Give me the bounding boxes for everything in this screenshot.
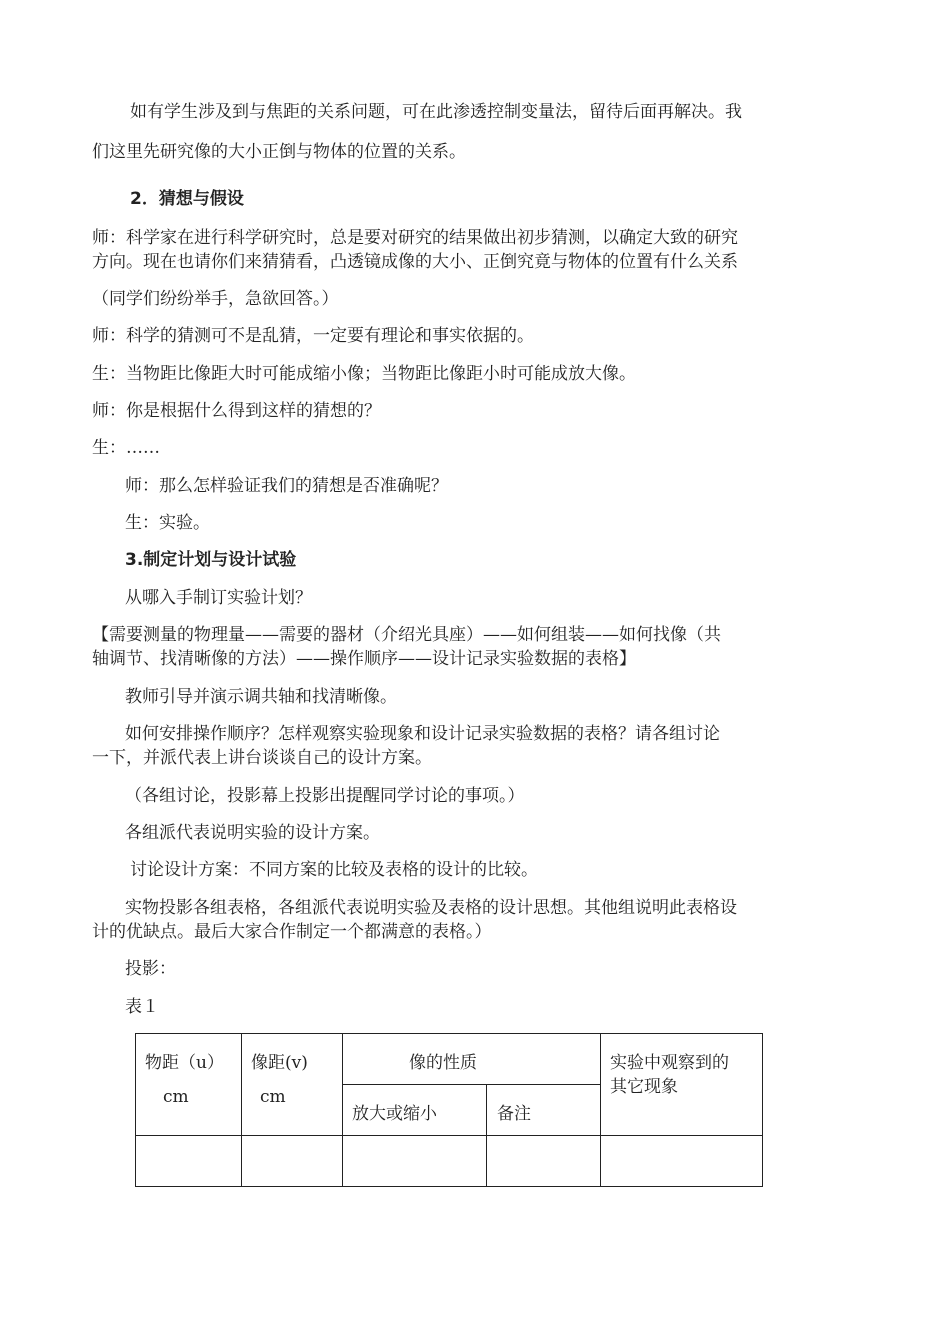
table-cell-empty (487, 1136, 601, 1187)
paragraph-line: 如何安排操作顺序？怎样观察实验现象和设计记录实验数据的表格？请各组讨论 (125, 724, 720, 744)
paragraph-line: 【需要测量的物理量——需要的器材（介绍光具座）——如何组装——如何找像（共 (92, 625, 721, 645)
paragraph-line: 讨论设计方案：不同方案的比较及表格的设计的比较。 (130, 860, 538, 880)
data-table (135, 1033, 763, 1187)
paragraph-line: （各组讨论，投影幕上投影出提醒同学讨论的事项。） (125, 786, 525, 806)
paragraph-line: 实物投影各组表格，各组派代表说明实验及表格的设计思想。其他组说明此表格设 (125, 898, 737, 918)
table-subheader-remark: 备注 (487, 1085, 601, 1136)
paragraph-line: 师：科学的猜测可不是乱猜，一定要有理论和事实依据的。 (92, 326, 534, 346)
section-heading: 3.制定计划与设计试验 (125, 550, 297, 570)
section-heading: 2．猜想与假设 (130, 189, 244, 209)
paragraph-line: 方向。现在也请你们来猜猜看，凸透镜成像的大小、正倒究竟与物体的位置有什么关系 (92, 252, 738, 272)
paragraph-line: 师：那么怎样验证我们的猜想是否准确呢？ (125, 476, 448, 496)
table-cell-empty (136, 1136, 242, 1187)
paragraph-line: 如有学生涉及到与焦距的关系问题，可在此渗透控制变量法，留待后面再解决。我 (130, 102, 742, 122)
table-cell-empty (242, 1136, 343, 1187)
paragraph-line: 生：当物距比像距大时可能成缩小像；当物距比像距小时可能成放大像。 (92, 364, 636, 384)
table-header-object-distance: 物距（u） cm (136, 1034, 242, 1136)
paragraph-line: （同学们纷纷举手，急欲回答。） (92, 289, 339, 309)
paragraph-line: 们这里先研究像的大小正倒与物体的位置的关系。 (92, 142, 466, 162)
paragraph-line: 生：…… (92, 438, 160, 458)
table-header-image-distance: 像距(v) cm (242, 1034, 343, 1136)
paragraph-line: 一下，并派代表上讲台谈谈自己的设计方案。 (92, 748, 432, 768)
paragraph-line: 各组派代表说明实验的设计方案。 (125, 823, 380, 843)
paragraph-line: 计的优缺点。最后大家合作制定一个都满意的表格。） (92, 922, 492, 942)
paragraph-line: 师：你是根据什么得到这样的猜想的？ (92, 401, 381, 421)
table-cell-empty (601, 1136, 763, 1187)
paragraph-line: 生：实验。 (125, 513, 210, 533)
paragraph-line: 轴调节、找清晰像的方法）——操作顺序——设计记录实验数据的表格】 (92, 649, 636, 669)
paragraph-line: 师：科学家在进行科学研究时，总是要对研究的结果做出初步猜测，以确定大致的研究 (92, 228, 738, 248)
table-header-image-nature: 像的性质 (343, 1034, 601, 1085)
paragraph-line: 从哪入手制订实验计划？ (125, 588, 312, 608)
table-caption: 表１ (125, 997, 159, 1017)
table-header-other-phenomena: 实验中观察到的 其它现象 (601, 1034, 763, 1136)
table-subheader-magnify: 放大或缩小 (343, 1085, 487, 1136)
paragraph-line: 投影： (125, 959, 176, 979)
table-cell-empty (343, 1136, 487, 1187)
paragraph-line: 教师引导并演示调共轴和找清晰像。 (125, 687, 397, 707)
